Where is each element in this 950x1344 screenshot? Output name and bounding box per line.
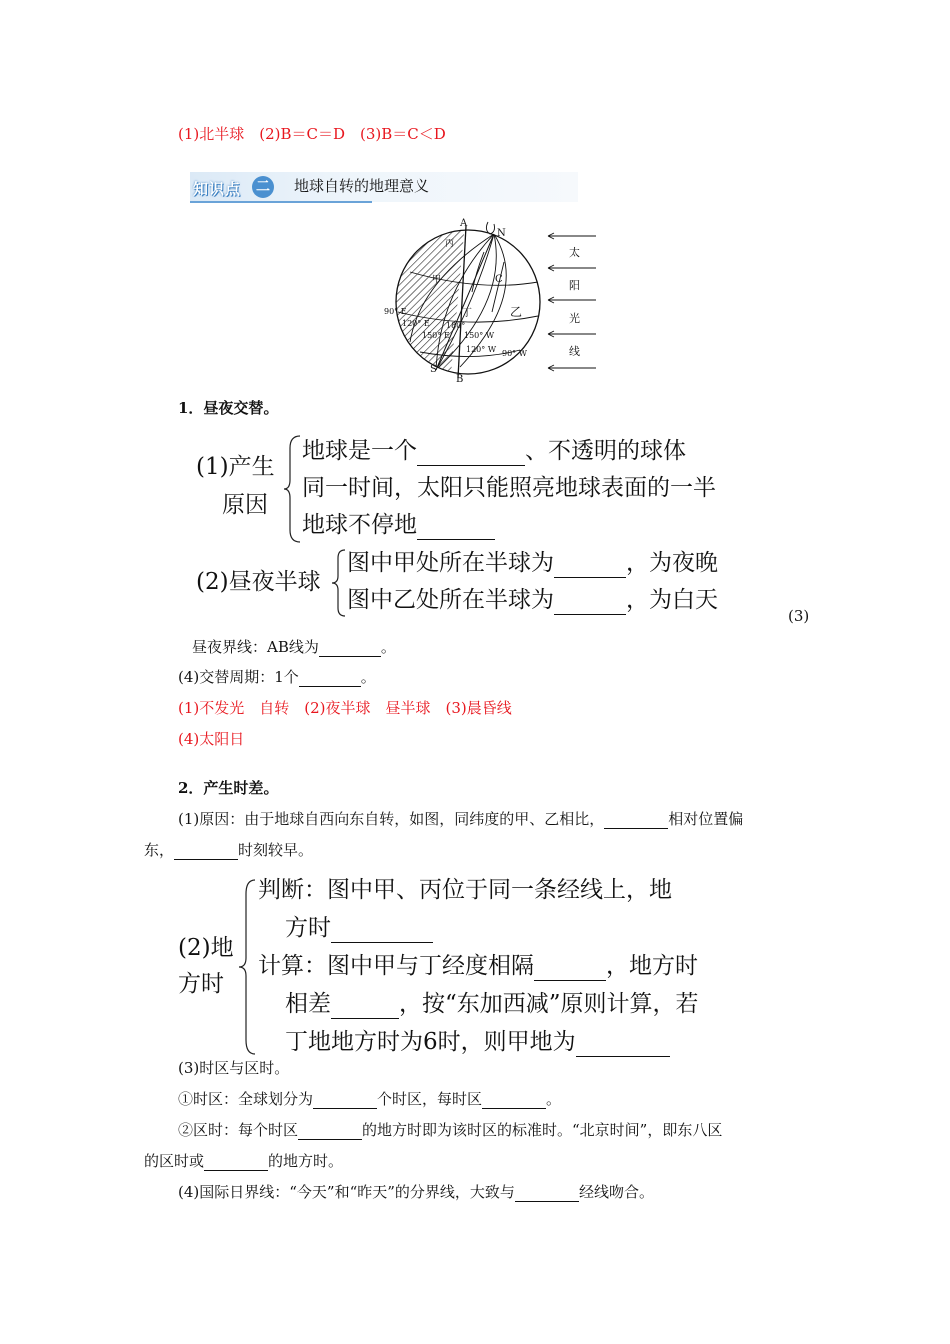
label-bing: 丙 [445, 239, 455, 249]
item2-p4-post: 经线吻合。 [578, 1183, 654, 1201]
item1-p2-line2-post: ，为白天 [626, 587, 718, 613]
blank [313, 1092, 377, 1109]
item2-p2-l1: 判断：图中甲、丙位于同一条经线上，地 [258, 877, 672, 903]
item2-p1-mid: 相对位置偏 [668, 810, 744, 828]
item2-p1-line2-post: 时刻较早。 [238, 841, 314, 859]
item2-p3a-mid: 个时区，每时区 [377, 1090, 483, 1108]
item2-p2-l4-post: ，按“东加西减”原则计算，若 [399, 991, 699, 1017]
item2-p1-line2-pre: 东， [144, 841, 175, 859]
blank [515, 1185, 579, 1202]
label-B: B [456, 374, 464, 384]
label-N: N [497, 228, 506, 239]
night-hemisphere [396, 212, 466, 384]
item1-p2-line1-pre: 图中甲处所在半球为 [347, 550, 554, 576]
brace-2 [332, 548, 348, 618]
blank [554, 555, 626, 578]
label-A: A [460, 218, 468, 229]
rotation-direction-icon [486, 222, 494, 234]
item1-p1-label-2: 原因 [222, 492, 268, 518]
blank [482, 1092, 546, 1109]
item2-p2-label-1: (2)地 [178, 935, 234, 961]
item2-p1-pre: (1)原因：由于地球自西向东自转，如图，同纬度的甲、乙相比， [178, 810, 605, 828]
blank [299, 670, 361, 687]
blank [534, 958, 606, 981]
blank [331, 920, 433, 943]
blank [204, 1154, 268, 1171]
item1-p4-pre: (4)交替周期：1个 [178, 668, 299, 686]
blank [298, 1123, 362, 1140]
item2-p3b-line2-post: 的地方时。 [268, 1152, 344, 1170]
item1-p4 [178, 667, 376, 687]
item2-p3b-mid: 的地方时即为该时区的标准时。“北京时间”，即东八区 [362, 1121, 723, 1139]
label-jia: 甲 [432, 275, 442, 285]
sun-char-3: 光 [569, 312, 580, 325]
item1-p1-line1-post: 、不透明的球体 [525, 438, 686, 464]
item2-p2-label-2: 方时 [178, 971, 224, 997]
item2-p3a-pre: ①时区：全球划分为 [178, 1090, 314, 1108]
label-lon-120W: 120° W [466, 345, 497, 354]
blank [417, 443, 525, 466]
item1-p2-line1 [347, 548, 718, 578]
brace-3 [238, 878, 258, 1056]
item2-p3b [178, 1120, 722, 1140]
item2-p3b-pre: ②区时：每个时区 [178, 1121, 299, 1139]
item1-p1-line3-pre: 地球不停地 [302, 512, 417, 538]
label-lon-90W: 90° W [502, 349, 527, 358]
item1-p1-label-1: (1)产生 [196, 454, 275, 480]
earth-rotation-diagram [380, 212, 610, 384]
item1-p1-line1 [302, 436, 686, 466]
item1-p3-text [192, 637, 396, 657]
blank [576, 1034, 670, 1057]
item2-p3: (3)时区与区时。 [178, 1059, 290, 1077]
item1-p3-number: (3) [788, 607, 810, 625]
item1-heading: 1．昼夜交替。 [178, 399, 279, 417]
item1-p4-post: 。 [360, 668, 376, 686]
blank [554, 592, 626, 615]
label-lon-90E: 90° E [384, 307, 407, 316]
section-number-badge: 二 [252, 176, 274, 198]
label-lon-150W: 150° W [464, 331, 495, 340]
label-yi: 乙 [510, 305, 523, 319]
item1-p1-line3 [302, 510, 495, 540]
answer-line-1: (1)北半球 (2)B＝C＝D (3)B＝C＜D [178, 125, 446, 143]
item1-p1-line1-pre: 地球是一个 [302, 438, 417, 464]
answer-line-3: (4)太阳日 [178, 730, 245, 748]
item2-heading: 2．产生时差。 [178, 779, 279, 797]
item1-p2-line2 [347, 585, 718, 615]
item2-p3a [178, 1089, 561, 1109]
item2-p3b-line2-pre: 的区时或 [144, 1152, 205, 1170]
brace-1 [284, 434, 304, 544]
item2-p2-l2-pre: 方时 [285, 915, 331, 941]
item2-p4-pre: (4)国际日界线：“今天”和“昨天”的分界线，大致与 [178, 1183, 515, 1201]
item2-p2-l4-pre: 相差 [285, 991, 331, 1017]
label-lon-120E: 120° E [402, 319, 430, 328]
sun-char-1: 太 [569, 246, 580, 259]
label-S: S [430, 364, 437, 375]
item2-p2-l5 [285, 1027, 670, 1057]
item1-p3-post: 。 [380, 638, 396, 656]
blank [319, 640, 381, 657]
sun-char-4: 线 [569, 345, 580, 358]
item2-p1 [178, 809, 743, 829]
item1-p2-label: (2)昼夜半球 [196, 569, 321, 595]
sun-char-2: 阳 [569, 279, 580, 292]
item2-p2-l2 [285, 913, 433, 943]
label-lon-180: 180° [446, 321, 466, 330]
item1-p1-line2: 同一时间，太阳只能照亮地球表面的一半 [302, 475, 716, 501]
item2-p2-l5-pre: 丁地地方时为6时，则甲地为 [285, 1029, 576, 1055]
label-lon-150E: 150° E [422, 331, 450, 340]
label-ding: 丁 [462, 308, 472, 319]
item2-p1-line2 [144, 840, 313, 860]
item1-p3-pre: 昼夜界线：AB线为 [192, 638, 319, 656]
blank [331, 996, 399, 1019]
item2-p2-l3 [258, 951, 698, 981]
item2-p3a-post: 。 [546, 1090, 562, 1108]
item1-p2-line1-post: ，为夜晚 [626, 550, 718, 576]
section-header-underline [190, 201, 372, 203]
answer-line-2: (1)不发光 自转 (2)夜半球 昼半球 (3)晨昏线 [178, 699, 512, 717]
item2-p2-l4 [285, 989, 699, 1019]
blank [604, 812, 668, 829]
item2-p3b-line2 [144, 1151, 343, 1171]
item2-p2-l3-pre: 计算：图中甲与丁经度相隔 [258, 953, 534, 979]
item1-p2-line2-pre: 图中乙处所在半球为 [347, 587, 554, 613]
section-title: 地球自转的地理意义 [294, 177, 430, 195]
blank [417, 517, 495, 540]
item2-p2-l3-post: ，地方时 [606, 953, 698, 979]
section-tag: 知识点 [193, 180, 242, 198]
item2-p4 [178, 1182, 654, 1202]
label-C: C [495, 274, 503, 285]
blank [174, 843, 238, 860]
